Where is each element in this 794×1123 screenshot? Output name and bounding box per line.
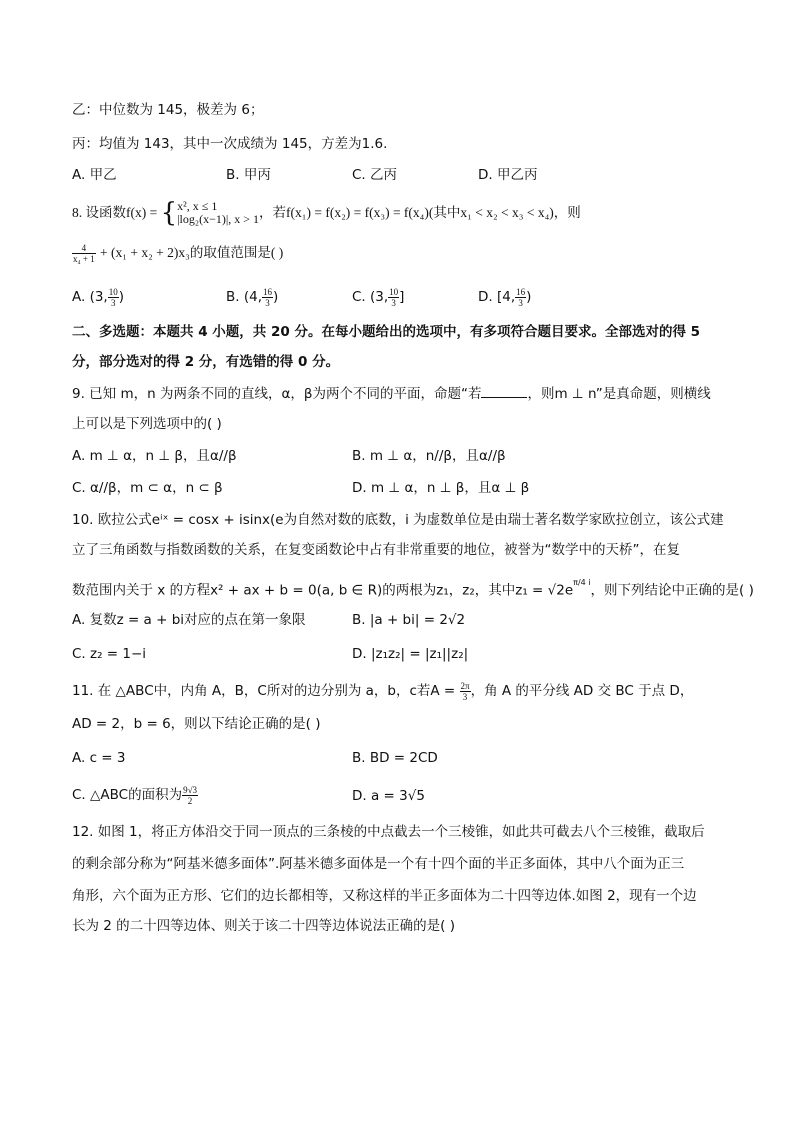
q12-line2: 的剩余部分称为“阿基米德多面体”.阿基米德多面体是一个有十四个面的半正多面体，其中八个面为正三 [72, 856, 685, 872]
q11-c-num: 9√3 [183, 784, 198, 795]
q8-cases [177, 200, 259, 226]
q8-head: 8. 设函数f(x) = [72, 205, 161, 220]
q10-l3-pre: 数范围内关于 x 的方程x² + ax + b = 0(a, b ∈ R)的两根为z₁，z₂，其中z₁ = √2e [72, 582, 574, 599]
q8-a-post: ) [118, 289, 125, 305]
q10-exponent: π/4 i [573, 578, 591, 587]
q9-line1 [72, 384, 732, 404]
q8-d-post: ) [526, 289, 532, 305]
q11-option-a: A. c = 3 [72, 750, 126, 766]
q11-fraction [460, 681, 471, 702]
q8-c-frac [388, 287, 399, 308]
q8-case1: x², x ≤ 1 [177, 199, 218, 213]
q9-option-d: D. m ⊥ α，n ⊥ β，且α ⊥ β [352, 480, 530, 496]
q7-option-a: A. 甲乙 [72, 167, 117, 183]
q9-post: ，则m ⊥ n”是真命题，则横线 [527, 386, 711, 402]
q11-c-den: 2 [187, 795, 193, 806]
q8-c-num: 10 [389, 286, 399, 297]
q11-c-frac [182, 785, 198, 806]
q10-line2: 立了三角函数与指数函数的关系，在复变函数论中占有非常重要的地位，被誉为“数学中的天桥”，在复 [72, 542, 680, 558]
q9-line2: 上可以是下列选项中的( ) [72, 416, 222, 432]
q11-c-pre: C. △ABC的面积为 [72, 787, 183, 803]
text-line-yi: 乙：中位数为 145，极差为 6； [72, 102, 264, 118]
q8-a-frac [108, 287, 119, 308]
q8-d-den: 3 [518, 297, 523, 308]
q12-line4: 长为 2 的二十四等边体、则关于该二十四等边体说法正确的是( ) [72, 918, 455, 934]
q8-c-pre: C. (3, [352, 289, 389, 305]
q10-option-a: A. 复数z = a + bi对应的点在第一象限 [72, 612, 306, 628]
q8-b-num: 16 [263, 286, 272, 297]
brace-glyph: { [160, 198, 178, 228]
q8-a-num: 10 [108, 286, 118, 297]
q8-option-a [72, 284, 124, 310]
q8-a-den: 3 [110, 297, 116, 308]
q8-tail: ，若f(x₁) = f(x₂) = f(x₃) = f(x₄)(其中x₁ < x₂ < x₃ < x₄)，则 [259, 205, 581, 220]
q10-option-c: C. z₂ = 1−i [72, 646, 147, 662]
q12-line3: 角形，六个面为正方形、它们的边长都相等，又称这样的半正多面体为二十四等边体.如图 2，现有一个边 [72, 888, 697, 904]
q8-d-num: 16 [516, 286, 526, 297]
q10-option-d: D. |z₁z₂| = |z₁||z₂| [352, 646, 469, 662]
q8-line2 [72, 240, 732, 266]
q11-post: ，角 A 的平分线 AD 交 BC 于点 D， [470, 683, 694, 699]
q11-line1 [72, 678, 732, 704]
q11-option-c [72, 782, 198, 808]
q8-d-pre: D. [4, [478, 289, 516, 305]
q9-option-a: A. m ⊥ α，n ⊥ β，且α//β [72, 448, 237, 464]
q9-pre: 9. 已知 m，n 为两条不同的直线，α，β为两个不同的平面，命题“若 [72, 386, 482, 402]
q8-b-pre: B. (4, [226, 289, 262, 305]
q11-den: 3 [462, 691, 468, 702]
q11-option-d: D. a = 3√5 [352, 788, 425, 804]
q10-option-b: B. |a + bi| = 2√2 [352, 612, 466, 628]
q8-frac-num: 4 [72, 243, 96, 254]
q8-d-frac [515, 287, 526, 308]
q8-b-post: ) [273, 289, 279, 305]
q11-line2: AD = 2，b = 6，则以下结论正确的是( ) [72, 716, 321, 732]
q11-option-b: B. BD = 2CD [352, 750, 438, 766]
q8-option-b [226, 284, 278, 310]
answer-blank [481, 385, 527, 398]
q8-line1 [72, 196, 732, 230]
section2-instructions-l1: 二、多选题：本题共 4 小题，共 20 分。在每小题给出的选项中，有多项符合题目要求。全部选对的得 5 [72, 324, 701, 340]
q8-expr-tail: + (x₁ + x₂ + 2)x₃的取值范围是( ) [100, 245, 284, 260]
text-line-bing: 丙：均值为 143，其中一次成绩为 145，方差为1.6. [72, 136, 388, 152]
q9-option-b: B. m ⊥ α，n//β，且α//β [352, 448, 506, 464]
q7-option-c: C. 乙丙 [352, 167, 398, 183]
q8-b-den: 3 [265, 297, 270, 308]
q8-a-pre: A. (3, [72, 289, 108, 305]
q8-option-d [478, 284, 531, 310]
q8-case2: |log₂(x−1)|, x > 1 [177, 212, 260, 226]
section2-instructions-l2: 分，部分选对的得 2 分，有选错的得 0 分。 [72, 354, 340, 370]
q8-fraction [72, 243, 96, 264]
q8-b-frac [262, 287, 273, 308]
q7-option-b: B. 甲丙 [226, 167, 271, 183]
q8-option-c [352, 284, 404, 310]
q10-line3 [72, 574, 754, 600]
q9-option-c: C. α//β，m ⊂ α，n ⊂ β [72, 480, 223, 496]
q8-c-post: ] [399, 289, 405, 305]
q11-pre: 11. 在 △ABC中，内角 A，B，C所对的边分别为 a，b，c若A = [72, 683, 460, 699]
q12-line1: 12. 如图 1，将正方体沿交于同一顶点的三条棱的中点截去一个三棱锥，如此共可截去八个三棱锥，截取后 [72, 824, 705, 840]
q7-option-d: D. 甲乙丙 [478, 167, 538, 183]
q8-frac-den: x₄ + 1 [73, 253, 95, 264]
q8-c-den: 3 [391, 297, 396, 308]
q10-line1: 10. 欧拉公式eⁱˣ = cosx + isinx(e为自然对数的底数，i 为虚数单位是由瑞士著名数学家欧拉创立，该公式建 [72, 512, 724, 528]
q11-num: 2π [460, 680, 470, 691]
q10-l3-post: ，则下列结论中正确的是( ) [590, 582, 754, 599]
